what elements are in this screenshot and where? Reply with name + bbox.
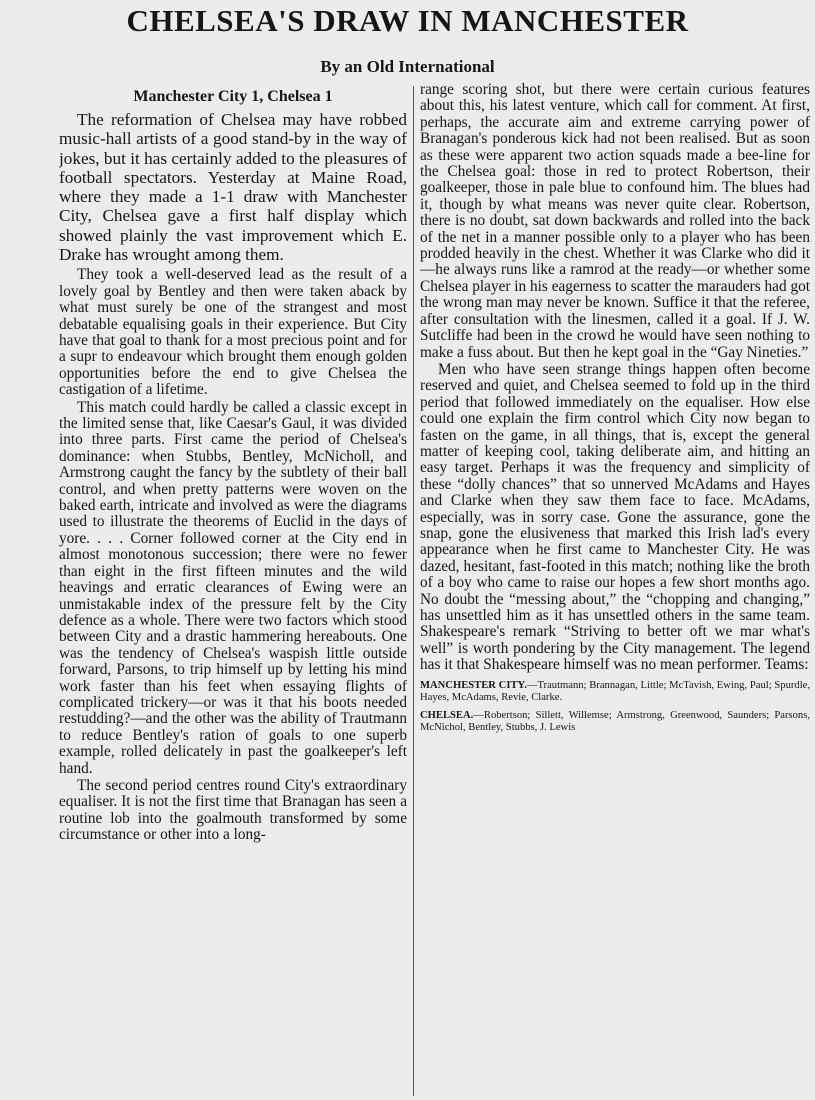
paragraph-2: They took a well-deserved lead as the result of a lovely goal by Bentley and then were taken aback by what must surely be one of the strangest and most debatable equalising goals in their experience. But City have that goal to thank for a most precious point and for a supr to endeavour which brought them enough golden opportunities before the end to give Chelsea the castigation of a lifetime. <box>59 266 407 399</box>
paragraph-4-start: The second period centres round City's extraordinary equaliser. It is not the first time that Branagan has seen a routine lob into the goalmouth transformed by some circumstance or other into a long- <box>59 776 407 844</box>
column-right <box>420 82 810 1090</box>
team-players-chelsea: —Robertson; Sillett, Willemse; Armstrong, Greenwood, Saunders; Parsons, McNichol, Bentley, Stubbs, J. Lewis <box>420 709 810 733</box>
headline: CHELSEA'S DRAW IN MANCHESTER <box>126 3 689 38</box>
paragraph-4-continued: range scoring shot, but there were certain curious features about this, his latest venture, which call for comment. At first, perhaps, the accurate aim and extreme carrying power of Branagan's ponderous kick had not been realised. But as soon as these were apparent two action squads made a bee-line for the Chelsea goal: those in red to protect Robertson, their goalkeeper, those in pale blue to confound him. The blues had it, though by what means was never quite clear. Robertson, there is no doubt, sat down backwards and rolled into the back of the net in a manner possible only to a player who has been prodded heavily in the chest. Whether it was Clarke who did it—he always runs like a ramrod at the ready—or whether some Chelsea player in his eagerness to scatter the marauders had got the wrong man may never be known. Suffice it that the referee, after consultation with the linesmen, called it a goal. If J. W. Sutcliffe had been in the crowd he would have seen nothing to make a fuss about. But then he kept goal in the “Gay Nineties.” <box>420 82 810 361</box>
paragraph-3: This match could hardly be called a classic except in the limited sense that, like Caesar's Gaul, it was divided into three parts. First came the period of Chelsea's dominance: when Stubbs, Bentley, McNicholl, and Armstrong caught the fancy by the subtlety of their ball control, and when pretty patterns were woven on the baked earth, intricate and involved as were the diagrams used to illustrate the theorems of Euclid in the days of yore. . . . Corner followed corner at the City end in almost monotonous succession; there were no fewer than eight in the first fifteen minutes and the wild heavings and erratic clearances of Ewing were an unmistakable index of the pressure felt by the City defence as a whole. There were two factors which stood between City and a drastic hammering hereabouts. One was the tendency of Chelsea's waspish little outside forward, Parsons, to trip himself up by letting his mind work faster than his feet when essaying flights of complicated trickery—or was it that his boots needed restudding?—and the other was the ability of Trautmann to reduce Bentley's ration of goals to one superb example, rolled delicately in past the goalkeeper's left hand. <box>59 398 407 777</box>
team-list-chelsea <box>420 710 810 734</box>
lead-paragraph: The reformation of Chelsea may have robbed music-hall artists of a good stand-by in the way of jokes, but it has certainly added to the pleasures of football spectators. Yesterday at Maine Road, where they made a 1-1 draw with Manchester City, Chelsea gave a first half display which showed plainly the vast improvement which E. Drake has wrought among them. <box>59 110 407 265</box>
team-list-city <box>420 680 810 704</box>
column-left <box>59 88 407 1096</box>
byline: By an Old International <box>320 57 495 76</box>
team-players-city: —Trautmann; Brannagan, Little; McTavish, Ewing, Paul; Spurdle, Hayes, McAdams, Revie, Clarke. <box>420 679 810 703</box>
team-label-chelsea: CHELSEA. <box>420 709 474 721</box>
team-label-city: MANCHESTER CITY. <box>420 679 527 691</box>
paragraph-5: Men who have seen strange things happen often become reserved and quiet, and Chelsea seemed to fold up in the third period that followed immediately on the equaliser. How else could one explain the firm control which City now began to fasten on the game, in all things, that is, except the general matter of keeping cool, taking deliberate aim, and hitting an easy target. Perhaps it was the frequency and simplicity of these “dolly chances” that so unnerved McAdams and Hayes and Clarke when they saw them face to face. McAdams, especially, was in sorry case. Gone the assurance, gone the snap, gone the elusiveness that marked this Irish lad's every appearance when he first came to Manchester City. He was dazed, hesitant, fast-footed in this match; nothing like the broth of a boy who came to raise our hopes a few short months ago. No doubt the “messing about,” the “chopping and changing,” has unsettled him as it has unsettled others in the same team. Shakespeare's remark “Striving to better oft we mar what's well” is worth pondering by the City management. The legend has it that Shakespeare himself was no mean performer. Teams: <box>420 360 810 674</box>
match-score-subhead: Manchester City 1, Chelsea 1 <box>133 88 333 105</box>
column-divider <box>413 86 414 1096</box>
